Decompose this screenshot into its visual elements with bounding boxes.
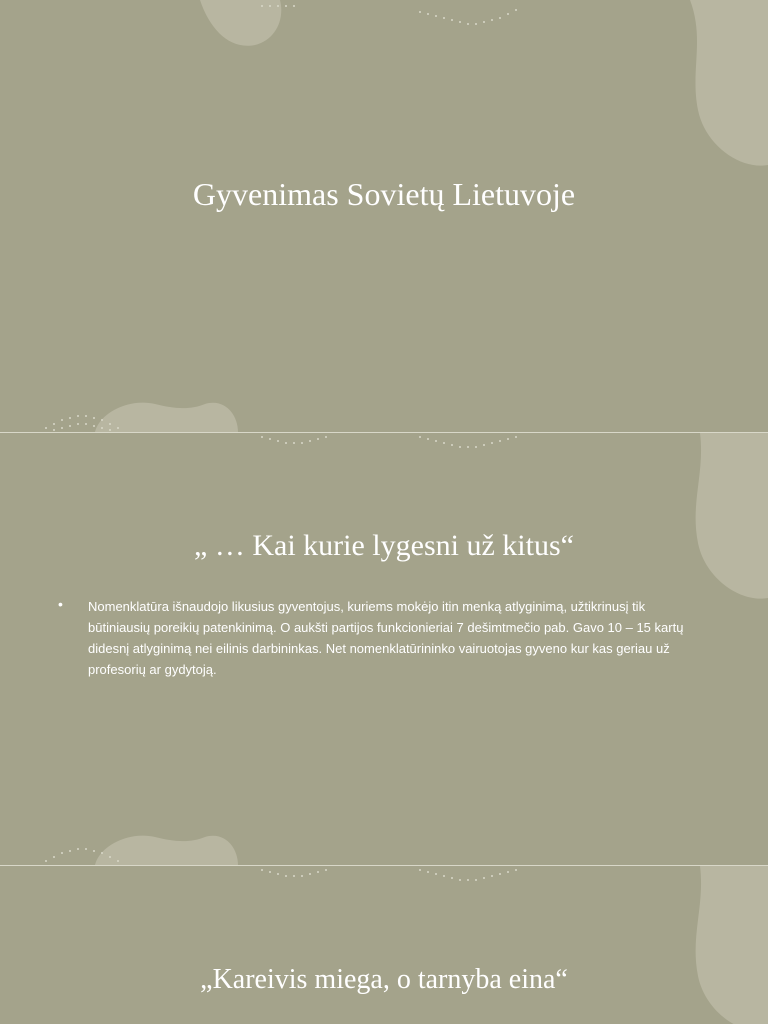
blob-bottom	[95, 403, 238, 432]
bullet-text: Nomenklatūra išnaudojo likusius gyventojus, kuriems mokėjo itin menką atlyginimą, užtikrinusį tik būtiniausių poreikių patenkinimą. O aukšti partijos funkcionieriai 7 dešimtmečio pab. Gavo 10 – 15 kartų didesnį atlyginimą nei eilinis darbininkas. Net nomenklatūrininko vairuotojas gyveno kur kas geriau už profesorių ar gydytoją.	[88, 599, 684, 677]
dot-pattern-top	[261, 5, 517, 25]
decoration-shapes	[0, 0, 768, 432]
slide-1	[0, 0, 768, 432]
blob-bottom	[95, 836, 238, 865]
list-item	[58, 596, 698, 680]
slide-title: „Kareivis miega, o tarnyba eina“	[200, 964, 568, 995]
blob-right	[696, 866, 768, 1024]
dot-pattern-top	[261, 869, 517, 881]
decoration-shapes	[0, 866, 768, 1024]
slide-2	[0, 433, 768, 865]
blob-top-left	[200, 0, 281, 46]
blob-right	[696, 433, 768, 599]
slide-title: Gyvenimas Sovietų Lietuvoje	[192, 176, 576, 212]
dot-pattern-top	[261, 436, 517, 448]
bullet-icon: •	[58, 596, 63, 612]
slide-title: „ … Kai kurie lygesni už kitus“	[194, 529, 574, 562]
blob-right	[690, 0, 768, 166]
slide-3	[0, 866, 768, 1024]
bullet-list	[58, 596, 698, 680]
